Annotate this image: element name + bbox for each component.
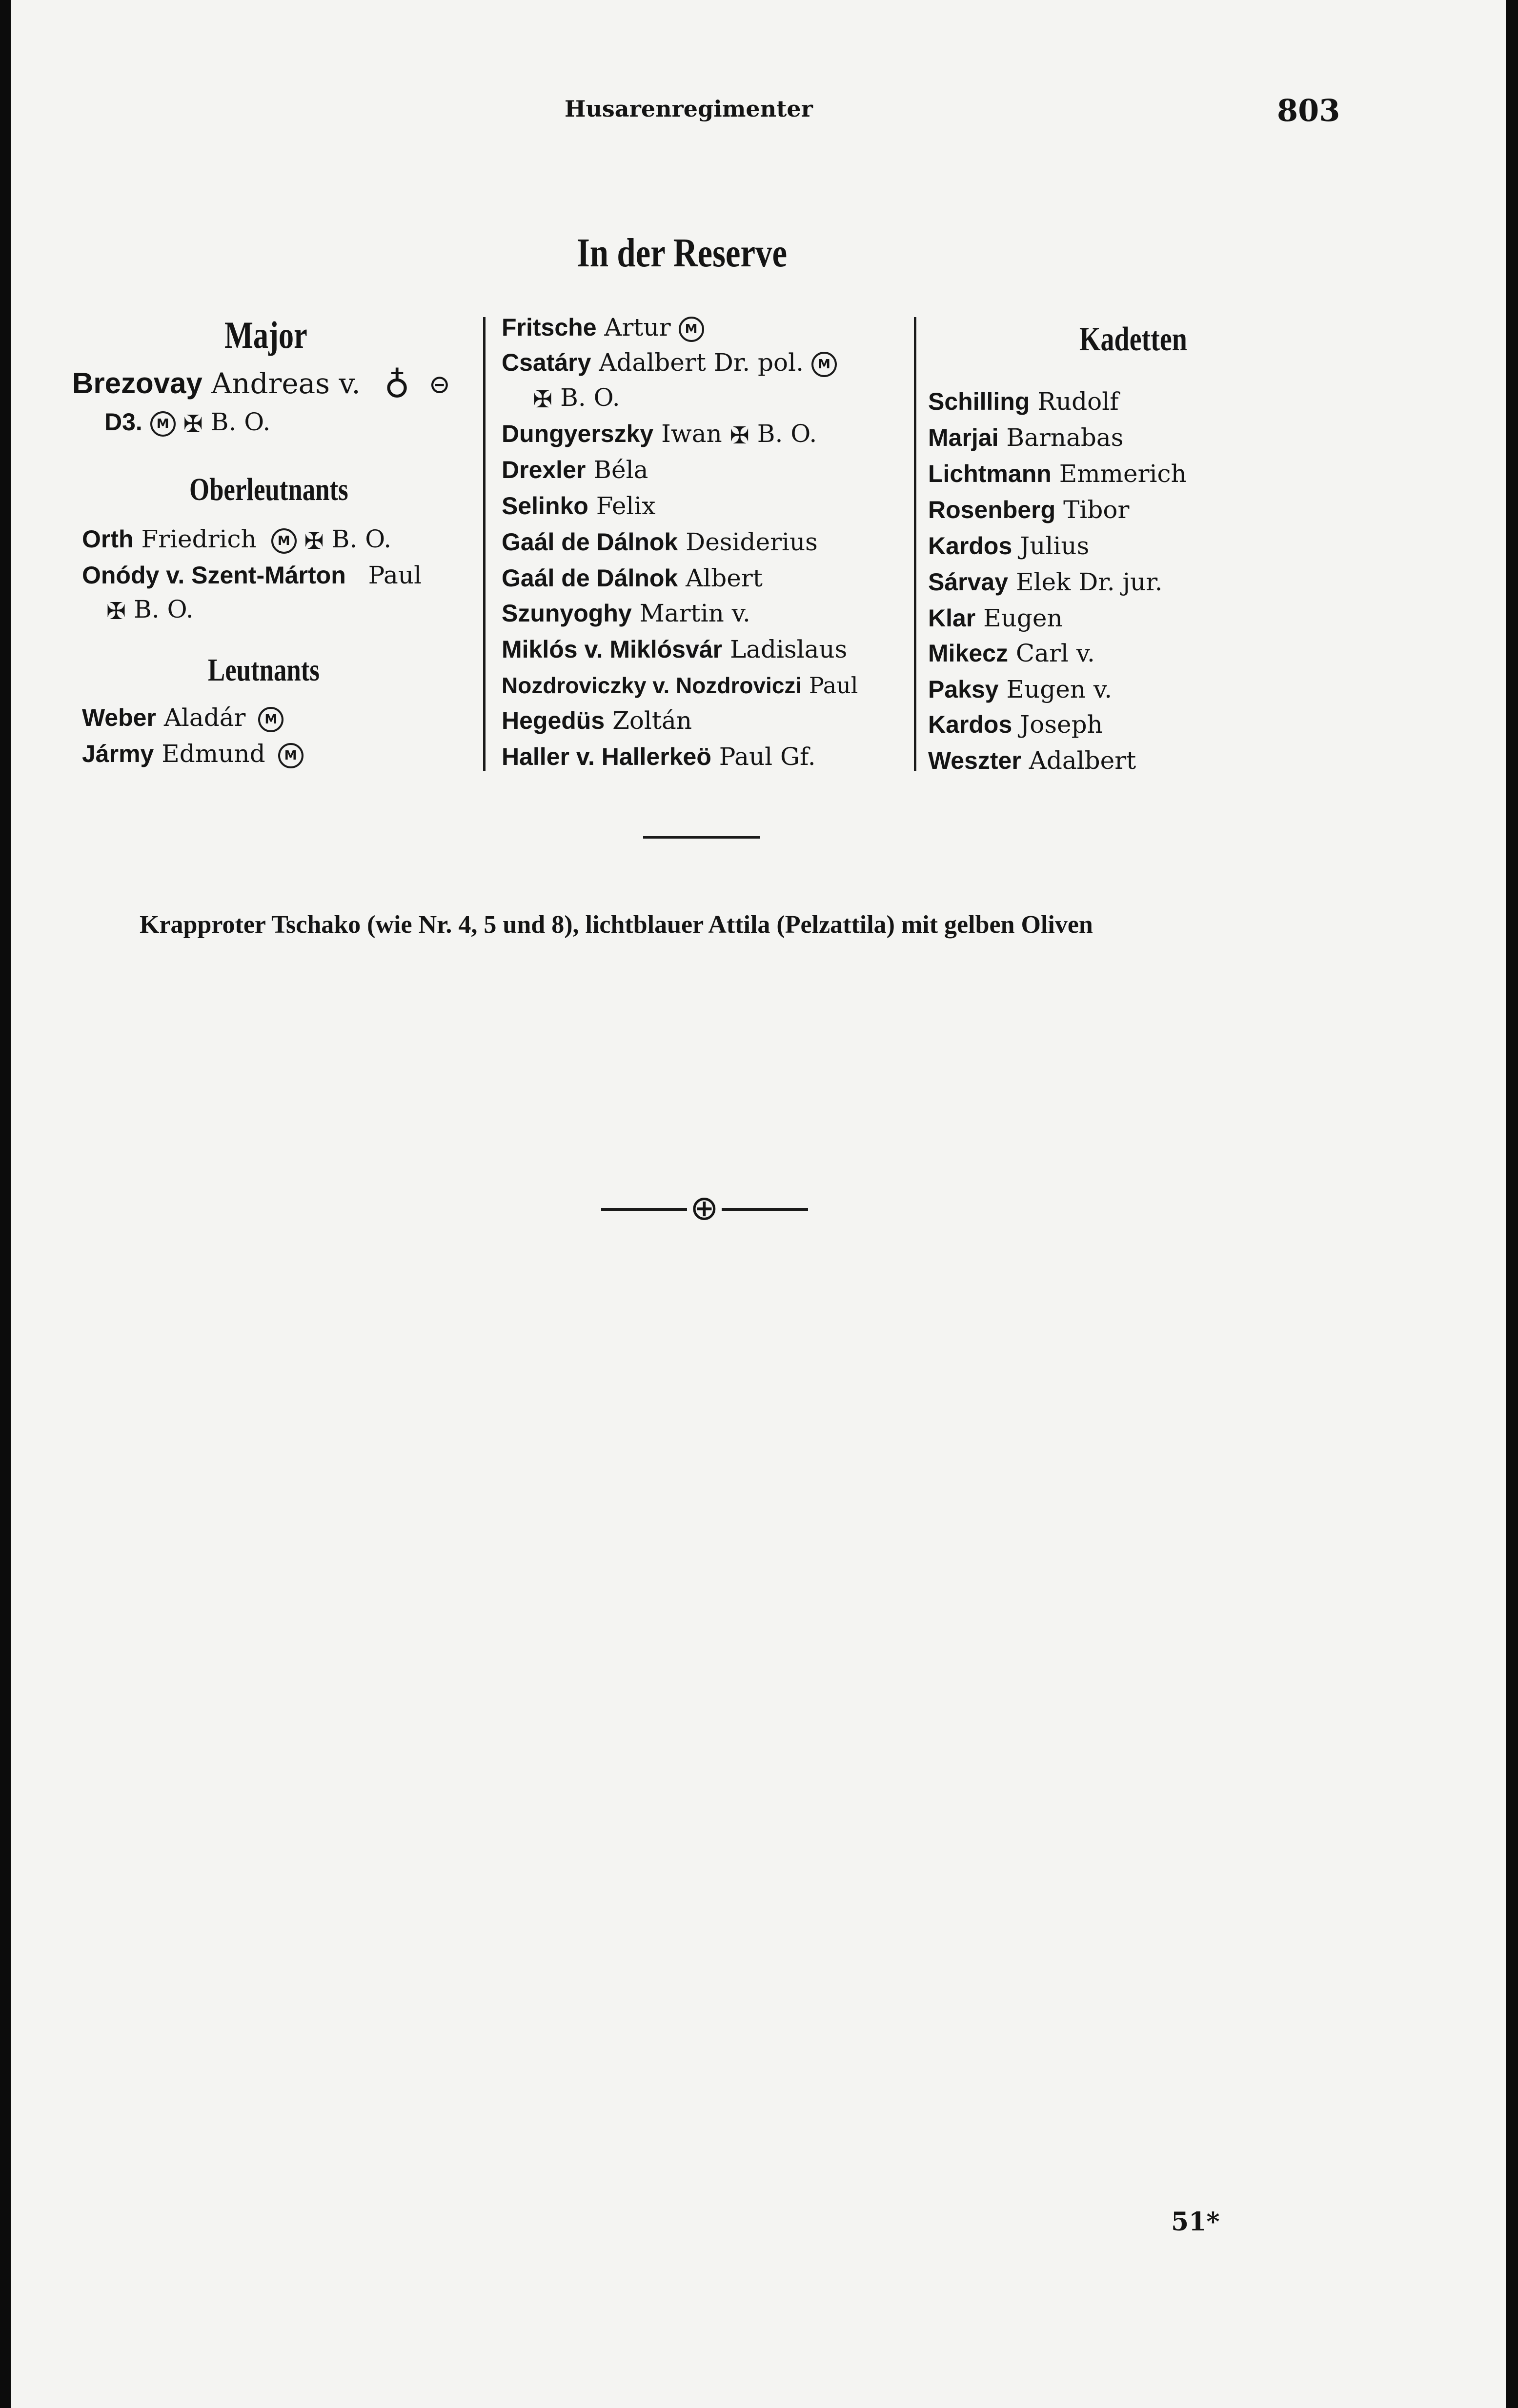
heading-kadetten: Kadetten bbox=[1079, 321, 1187, 358]
entry-given-name: Eugen bbox=[983, 604, 1063, 632]
reserve-entry bbox=[502, 706, 692, 735]
oberleutnant-entry bbox=[82, 561, 422, 589]
major-decoration-code: D3. bbox=[104, 408, 142, 436]
cross-icon: ✠ bbox=[729, 422, 749, 449]
entry-given-name: Artur bbox=[604, 313, 671, 341]
entry-given-name: Paul bbox=[809, 672, 858, 699]
kadett-entry bbox=[928, 746, 1136, 775]
cross-icon: ✠ bbox=[304, 527, 324, 555]
kadett-entry bbox=[928, 532, 1089, 560]
cross-icon: ✠ bbox=[106, 598, 126, 625]
entry-given-name: Iwan bbox=[661, 420, 722, 448]
entry-surname: Gaál de Dálnok bbox=[502, 528, 678, 556]
reserve-entry bbox=[502, 348, 837, 377]
entry-surname: Lichtmann bbox=[928, 460, 1052, 487]
medal-icon: M bbox=[278, 743, 304, 768]
entry-surname: Haller v. Hallerkeö bbox=[502, 743, 711, 770]
entry-given-name: Béla bbox=[593, 456, 648, 484]
entry-surname: Onódy v. Szent-Márton bbox=[82, 562, 346, 589]
medal-icon: M bbox=[271, 528, 297, 554]
entry-given-name: Desiderius bbox=[686, 528, 818, 556]
kadett-entry bbox=[928, 639, 1095, 667]
entry-surname: Gaál de Dálnok bbox=[502, 564, 678, 592]
kadett-entry bbox=[928, 423, 1123, 452]
entry-surname: Szunyoghy bbox=[502, 600, 632, 627]
reserve-entry bbox=[502, 671, 858, 700]
entry-decoration: B. O. bbox=[134, 595, 194, 623]
entry-given-name: Friedrich bbox=[141, 525, 257, 553]
cross-icon: ✠ bbox=[533, 386, 553, 413]
uniform-note: Krapproter Tschako (wie Nr. 4, 5 und 8), lichtblauer Attila (Pelzattila) mit gelben Oliven bbox=[140, 911, 1093, 939]
reserve-entry bbox=[502, 492, 655, 520]
entry-given-name: Rudolf bbox=[1037, 387, 1119, 416]
entry-surname: Jármy bbox=[82, 740, 154, 767]
oberleutnant-entry-continuation bbox=[106, 595, 194, 625]
entry-surname: Schilling bbox=[928, 388, 1030, 415]
entry-surname: Kardos bbox=[928, 711, 1012, 738]
entry-surname: Sárvay bbox=[928, 568, 1009, 596]
kadett-entry bbox=[928, 710, 1103, 739]
entry-given-name: Julius bbox=[1020, 532, 1090, 560]
reserve-entry bbox=[502, 528, 818, 556]
entry-given-name: Carl v. bbox=[1015, 639, 1095, 667]
document-page bbox=[11, 0, 1506, 2408]
entry-surname: Mikecz bbox=[928, 640, 1008, 667]
oberleutnant-entry bbox=[82, 525, 391, 555]
kadett-entry bbox=[928, 460, 1187, 488]
column-divider-right bbox=[914, 317, 916, 771]
kadett-entry bbox=[928, 387, 1119, 416]
entry-surname: Dungyerszky bbox=[502, 420, 654, 447]
cross-icon: ✠ bbox=[183, 410, 203, 438]
heading-leutnants: Leutnants bbox=[208, 652, 320, 688]
reserve-entry bbox=[502, 599, 750, 627]
reserve-entry bbox=[502, 564, 763, 592]
kadett-entry bbox=[928, 604, 1063, 632]
kadett-entry bbox=[928, 675, 1112, 703]
entry-surname: Weber bbox=[82, 704, 156, 731]
kadett-entry bbox=[928, 568, 1163, 596]
page-number: 803 bbox=[1277, 93, 1340, 128]
order-knot-icon: ♁ bbox=[384, 361, 410, 401]
major-decoration: B. O. bbox=[210, 408, 271, 436]
running-header-title: Husarenregimenter bbox=[565, 96, 813, 122]
entry-given-name: Aladár bbox=[163, 703, 246, 732]
entry-surname: Paksy bbox=[928, 676, 999, 703]
reserve-entry bbox=[502, 313, 704, 342]
entry-given-name: Ladislaus bbox=[729, 635, 848, 663]
entry-surname: Nozdroviczky v. Nozdroviczi bbox=[502, 673, 802, 698]
entry-decoration: B. O. bbox=[757, 420, 817, 448]
entry-surname: Hegedüs bbox=[502, 707, 605, 734]
entry-surname: Drexler bbox=[502, 456, 586, 483]
entry-surname: Selinko bbox=[502, 492, 588, 520]
major-given-name: Andreas v. bbox=[211, 367, 361, 400]
entry-given-name: Elek Dr. jur. bbox=[1015, 568, 1163, 596]
medal-icon: M bbox=[811, 352, 837, 377]
entry-decoration: B. O. bbox=[331, 525, 392, 553]
entry-given-name: Adalbert Dr. pol. bbox=[599, 348, 804, 377]
major-surname: Brezovay bbox=[72, 367, 202, 400]
reserve-entry bbox=[502, 420, 817, 450]
kadett-entry bbox=[928, 496, 1129, 524]
entry-surname: Orth bbox=[82, 525, 134, 553]
entry-surname: Weszter bbox=[928, 747, 1021, 774]
order-circle-icon: ⊝ bbox=[428, 369, 451, 400]
reserve-entry bbox=[502, 456, 648, 484]
entry-surname: Fritsche bbox=[502, 314, 597, 341]
entry-surname: Marjai bbox=[928, 424, 999, 451]
heading-major: Major bbox=[224, 314, 307, 356]
reserve-entry bbox=[502, 742, 816, 771]
heading-oberleutnants: Oberleutnants bbox=[189, 472, 348, 507]
entry-given-name: Tibor bbox=[1063, 496, 1130, 524]
entry-surname: Miklós v. Miklósvár bbox=[502, 636, 723, 663]
leutnant-entry bbox=[82, 703, 283, 732]
entry-surname: Csatáry bbox=[502, 349, 591, 376]
entry-surname: Klar bbox=[928, 604, 976, 632]
major-entry-line2 bbox=[104, 408, 270, 438]
entry-given-name: Barnabas bbox=[1006, 423, 1124, 452]
entry-surname: Kardos bbox=[928, 532, 1012, 560]
medal-icon: M bbox=[150, 411, 176, 437]
entry-given-name: Joseph bbox=[1020, 710, 1103, 739]
medal-icon: M bbox=[258, 707, 283, 732]
signature-mark: 51* bbox=[1171, 2207, 1220, 2237]
entry-surname: Rosenberg bbox=[928, 496, 1056, 523]
entry-given-name: Martin v. bbox=[639, 599, 750, 627]
entry-given-name: Albert bbox=[686, 564, 763, 592]
section-title: In der Reserve bbox=[577, 230, 788, 276]
entry-given-name: Eugen v. bbox=[1006, 675, 1113, 703]
leutnant-entry bbox=[82, 740, 304, 768]
entry-decoration: B. O. bbox=[560, 383, 620, 412]
entry-given-name: Paul bbox=[368, 561, 422, 589]
entry-given-name: Felix bbox=[596, 492, 656, 520]
entry-given-name: Edmund bbox=[162, 740, 265, 768]
reserve-entry-continuation bbox=[533, 383, 620, 414]
entry-given-name: Emmerich bbox=[1059, 460, 1187, 488]
major-entry-line1 bbox=[72, 361, 451, 401]
ornament-icon: ⊕ bbox=[687, 1188, 722, 1227]
reserve-entry bbox=[502, 635, 847, 663]
column-divider-left bbox=[483, 317, 486, 771]
entry-given-name: Adalbert bbox=[1029, 746, 1136, 775]
entry-given-name: Paul Gf. bbox=[719, 742, 816, 771]
entry-given-name: Zoltán bbox=[612, 706, 692, 735]
medal-icon: M bbox=[679, 317, 704, 342]
section-rule bbox=[643, 836, 760, 839]
